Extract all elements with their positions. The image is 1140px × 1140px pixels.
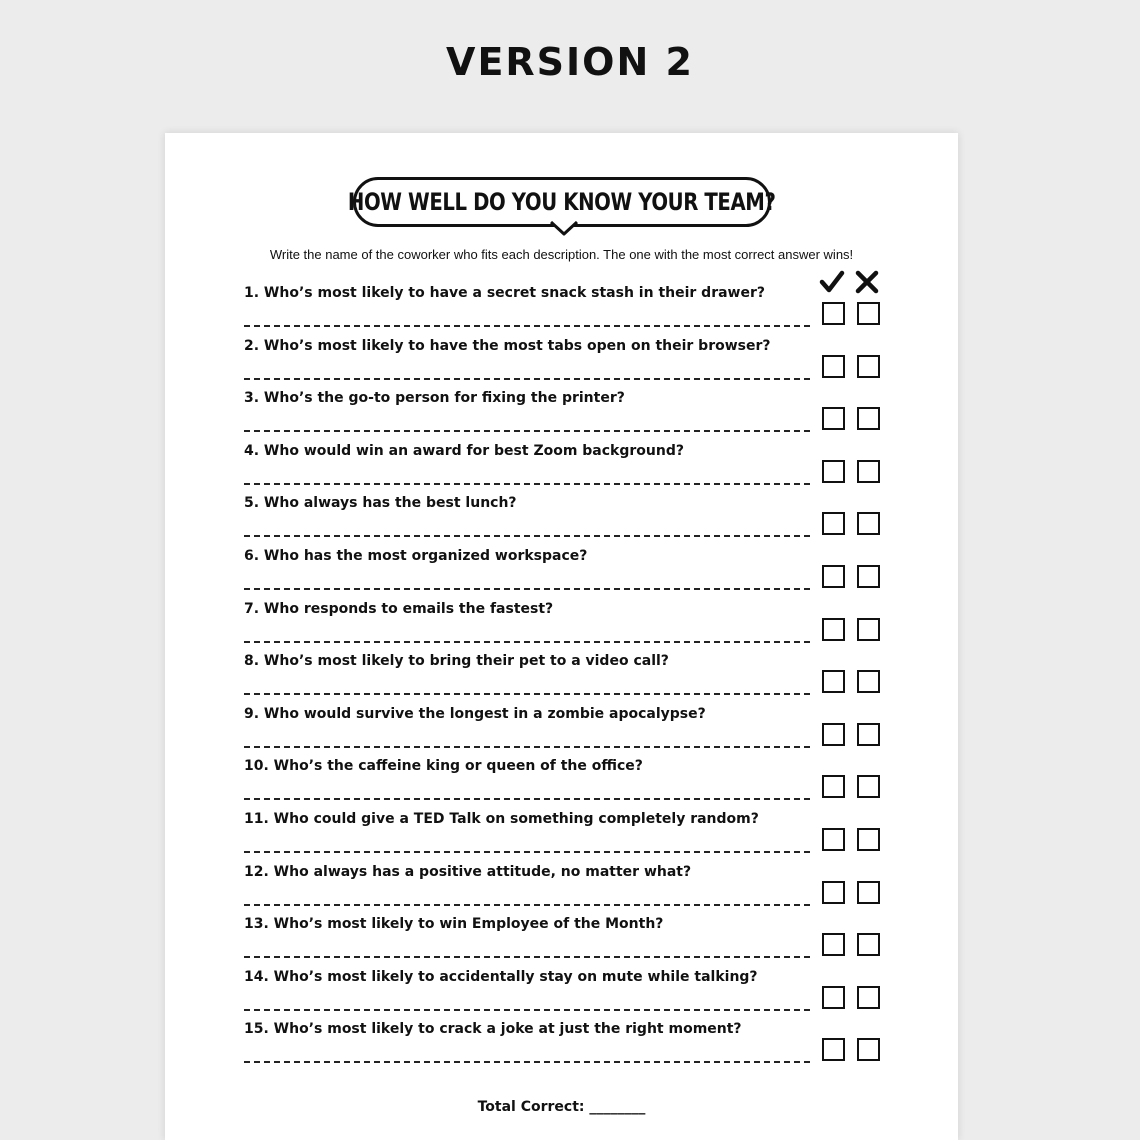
correct-checkbox[interactable] xyxy=(822,618,845,641)
correct-checkbox[interactable] xyxy=(822,775,845,798)
incorrect-checkbox[interactable] xyxy=(857,933,880,956)
answer-line[interactable] xyxy=(244,378,810,380)
answer-line[interactable] xyxy=(244,1061,810,1063)
question-text: 8. Who’s most likely to bring their pet to a video call? xyxy=(244,653,669,670)
incorrect-checkbox[interactable] xyxy=(857,775,880,798)
question-row xyxy=(244,969,944,1021)
answer-line[interactable] xyxy=(244,746,810,748)
correct-checkbox[interactable] xyxy=(822,670,845,693)
question-text: 10. Who’s the caffeine king or queen of the office? xyxy=(244,758,643,775)
question-text: 11. Who could give a TED Talk on something completely random? xyxy=(244,811,759,827)
question-row xyxy=(244,390,944,442)
question-row xyxy=(244,916,944,968)
correct-checkbox[interactable] xyxy=(822,828,845,851)
answer-line[interactable] xyxy=(244,641,810,643)
total-correct-label: Total Correct: ________ xyxy=(477,1099,646,1115)
correct-checkbox[interactable] xyxy=(822,460,845,483)
worksheet-title: HOW WELL DO YOU KNOW YOUR TEAM? xyxy=(348,188,776,216)
incorrect-checkbox[interactable] xyxy=(857,723,880,746)
worksheet-page xyxy=(165,133,958,1140)
question-row xyxy=(244,706,944,758)
incorrect-checkbox[interactable] xyxy=(857,355,880,378)
correct-checkbox[interactable] xyxy=(822,1038,845,1061)
answer-line[interactable] xyxy=(244,693,810,695)
question-row xyxy=(244,864,944,916)
correct-checkbox[interactable] xyxy=(822,723,845,746)
incorrect-checkbox[interactable] xyxy=(857,407,880,430)
question-row xyxy=(244,653,944,705)
answer-line[interactable] xyxy=(244,483,810,485)
question-text: 4. Who would win an award for best Zoom background? xyxy=(244,442,684,459)
correct-checkbox[interactable] xyxy=(822,355,845,378)
answer-line[interactable] xyxy=(244,851,810,853)
correct-checkbox[interactable] xyxy=(822,512,845,535)
incorrect-checkbox[interactable] xyxy=(857,512,880,535)
question-row xyxy=(244,338,944,390)
correct-checkbox[interactable] xyxy=(822,986,845,1009)
incorrect-checkbox[interactable] xyxy=(857,565,880,588)
instructions-text: Write the name of the coworker who fits each description. The one with the most correct answer wins! xyxy=(269,247,854,262)
question-row xyxy=(244,758,944,810)
question-row xyxy=(244,548,944,600)
incorrect-checkbox[interactable] xyxy=(857,670,880,693)
incorrect-checkbox[interactable] xyxy=(857,986,880,1009)
answer-line[interactable] xyxy=(244,325,810,327)
answer-line[interactable] xyxy=(244,1009,810,1011)
question-text: 5. Who always has the best lunch? xyxy=(244,495,517,512)
incorrect-checkbox[interactable] xyxy=(857,828,880,851)
question-text: 13. Who’s most likely to win Employee of the Month? xyxy=(244,916,664,933)
answer-line[interactable] xyxy=(244,956,810,958)
question-text: 9. Who would survive the longest in a zombie apocalypse? xyxy=(244,705,706,722)
question-text: 14. Who’s most likely to accidentally stay on mute while talking? xyxy=(244,968,758,985)
incorrect-checkbox[interactable] xyxy=(857,302,880,325)
question-text: 6. Who has the most organized workspace? xyxy=(244,548,588,564)
question-text: 12. Who always has a positive attitude, no matter what? xyxy=(244,863,692,880)
correct-checkbox[interactable] xyxy=(822,302,845,325)
question-text: 3. Who’s the go-to person for fixing the printer? xyxy=(244,390,625,407)
question-text: 7. Who responds to emails the fastest? xyxy=(244,600,554,617)
correct-checkbox[interactable] xyxy=(822,933,845,956)
question-row xyxy=(244,1021,944,1073)
question-text: 2. Who’s most likely to have the most tabs open on their browser? xyxy=(244,337,771,354)
version-label: VERSION 2 xyxy=(446,40,694,84)
incorrect-checkbox[interactable] xyxy=(857,618,880,641)
title-speech-bubble xyxy=(348,177,776,227)
incorrect-checkbox[interactable] xyxy=(857,1038,880,1061)
incorrect-checkbox[interactable] xyxy=(857,881,880,904)
question-row xyxy=(244,495,944,547)
answer-line[interactable] xyxy=(244,904,810,906)
answer-line[interactable] xyxy=(244,430,810,432)
incorrect-checkbox[interactable] xyxy=(857,460,880,483)
question-row xyxy=(244,601,944,653)
question-text: 15. Who’s most likely to crack a joke at just the right moment? xyxy=(244,1021,742,1038)
correct-checkbox[interactable] xyxy=(822,565,845,588)
speech-bubble-tail-icon xyxy=(549,221,579,241)
correct-checkbox[interactable] xyxy=(822,881,845,904)
question-row xyxy=(244,443,944,495)
answer-line[interactable] xyxy=(244,588,810,590)
question-text: 1. Who’s most likely to have a secret snack stash in their drawer? xyxy=(244,285,766,301)
question-row xyxy=(244,811,944,863)
answer-line[interactable] xyxy=(244,798,810,800)
answer-line[interactable] xyxy=(244,535,810,537)
question-row xyxy=(244,285,944,337)
correct-checkbox[interactable] xyxy=(822,407,845,430)
